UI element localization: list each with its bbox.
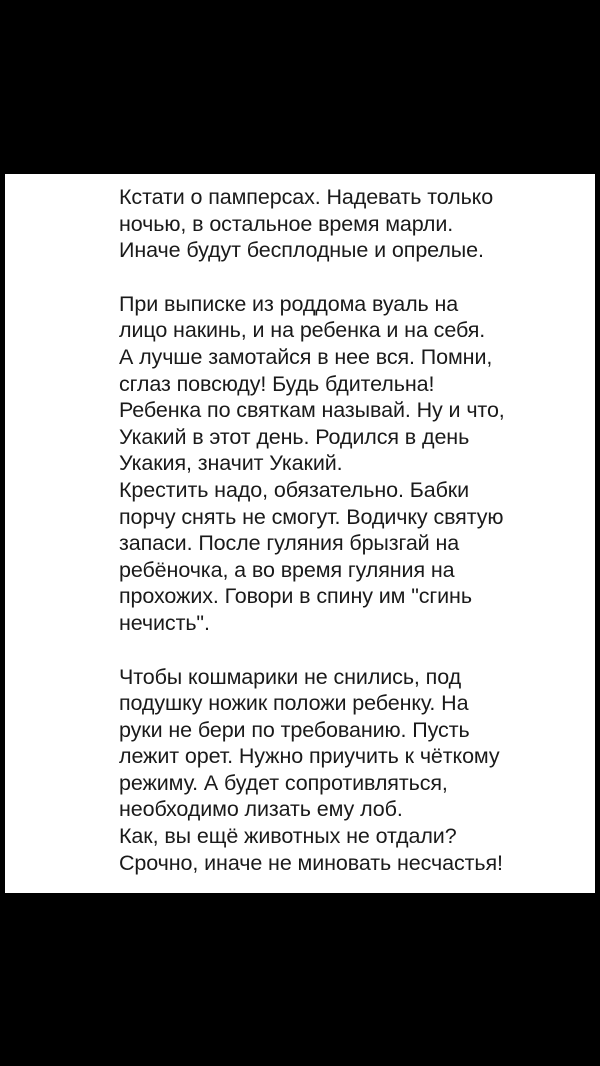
paragraph-diapers: Кстати о памперсах. Надевать только ночью, в остальное время марли. Иначе будут бесплодные и опрелые. xyxy=(119,185,494,263)
paragraph-gap xyxy=(119,637,595,664)
paragraph-nightmares: Чтобы кошмарики не снились, под подушку ножик положи ребенку. На руки не бери по требованию. Пусть лежит орет. Нужно приучить к чёткому режиму. А будет сопротивляться, необходимо лизать ему лоб. Как, вы ещё животных не отдали? Срочно, иначе не миновать несчастья! xyxy=(119,664,503,875)
text-card xyxy=(5,174,595,893)
paragraph-discharge: При выписке из роддома вуаль на лицо накинь, и на ребенка и на себя. А лучше замотайся в нее вся. Помни, сглаз повсюду! Будь бдительна! Ребенка по святкам называй. Ну и что, Укакий в этот день. Родился в день Укакия, значит Укакий. Крестить надо, обязательно. Бабки порчу снять не смогут. Водичку святую запаси. После гуляния брызгай на ребёночка, а во время гуляния на прохожих. Говори в спину им "сгинь нечисть". xyxy=(119,291,505,635)
paragraph-gap xyxy=(119,264,595,291)
